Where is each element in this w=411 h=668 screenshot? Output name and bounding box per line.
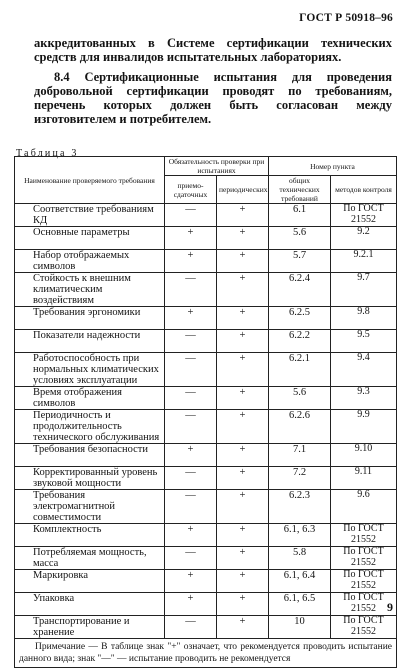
- method-point-cell: По ГОСТ 21552: [331, 570, 397, 593]
- requirement-point-cell: 5.6: [269, 227, 331, 250]
- periodic-cell: +: [217, 444, 269, 467]
- periodic-cell: +: [217, 273, 269, 307]
- requirement-point-cell: 5.6: [269, 387, 331, 410]
- method-point-cell: 9.7: [331, 273, 397, 307]
- requirement-name-cell: Показатели надежности: [15, 330, 165, 353]
- requirement-point-cell: 6.1: [269, 204, 331, 227]
- acceptance-cell: +: [165, 593, 217, 616]
- requirement-name-cell: Требования эргономики: [15, 307, 165, 330]
- requirement-name-cell: Основные параметры: [15, 227, 165, 250]
- requirement-name-cell: Требования электромагнитной совместимости: [15, 490, 165, 524]
- requirement-point-cell: 6.2.1: [269, 353, 331, 387]
- acceptance-cell: +: [165, 307, 217, 330]
- requirement-name-cell: Маркировка: [15, 570, 165, 593]
- acceptance-cell: —: [165, 410, 217, 444]
- method-point-cell: 9.10: [331, 444, 397, 467]
- method-point-cell: 9.6: [331, 490, 397, 524]
- header-general-requirements: общих технических требований: [269, 176, 331, 204]
- requirement-point-cell: 6.2.2: [269, 330, 331, 353]
- page-number: 9: [387, 600, 393, 614]
- table-row: [15, 307, 397, 330]
- requirement-name-cell: Упаковка: [15, 593, 165, 616]
- requirement-point-cell: 6.2.3: [269, 490, 331, 524]
- acceptance-cell: —: [165, 387, 217, 410]
- table-row: [15, 410, 397, 444]
- table-row: [15, 467, 397, 490]
- header-mandatory-check: Обязательность проверки при испытаниях: [165, 157, 269, 176]
- acceptance-cell: +: [165, 570, 217, 593]
- header-periodic: периодических: [217, 176, 269, 204]
- acceptance-cell: —: [165, 273, 217, 307]
- periodic-cell: +: [217, 410, 269, 444]
- requirement-name-cell: Стойкость к внешним климатическим воздействиям: [15, 273, 165, 307]
- periodic-cell: +: [217, 593, 269, 616]
- requirements-table: [14, 156, 397, 668]
- requirement-name-cell: Периодичность и продолжительность технического обслуживания: [15, 410, 165, 444]
- requirement-point-cell: 5.7: [269, 250, 331, 273]
- method-point-cell: По ГОСТ 21552: [331, 524, 397, 547]
- requirement-name-cell: Время отображения символов: [15, 387, 165, 410]
- method-point-cell: 9.8: [331, 307, 397, 330]
- table-row: [15, 250, 397, 273]
- table-row: [15, 387, 397, 410]
- table-row: [15, 353, 397, 387]
- header-acceptance: приемо-сдаточных: [165, 176, 217, 204]
- requirement-name-cell: Потребляемая мощность, масса: [15, 547, 165, 570]
- requirement-name-cell: Транспортирование и хранение: [15, 616, 165, 639]
- requirement-point-cell: 6.2.4: [269, 273, 331, 307]
- method-point-cell: 9.9: [331, 410, 397, 444]
- table-row: [15, 273, 397, 307]
- header-requirement-name: Наименование проверяемого требования: [15, 157, 165, 204]
- method-point-cell: 9.3: [331, 387, 397, 410]
- table-row: [15, 204, 397, 227]
- table-row: [15, 570, 397, 593]
- method-point-cell: 9.2: [331, 227, 397, 250]
- table-row: [15, 444, 397, 467]
- acceptance-cell: —: [165, 490, 217, 524]
- requirement-name-cell: Набор отображаемых символов: [15, 250, 165, 273]
- method-point-cell: 9.4: [331, 353, 397, 387]
- periodic-cell: +: [217, 490, 269, 524]
- requirement-point-cell: 6.2.5: [269, 307, 331, 330]
- method-point-cell: По ГОСТ 21552: [331, 616, 397, 639]
- periodic-cell: +: [217, 547, 269, 570]
- table-row: [15, 227, 397, 250]
- periodic-cell: +: [217, 524, 269, 547]
- table-row: [15, 593, 397, 616]
- header-control-methods: методов контроля: [331, 176, 397, 204]
- periodic-cell: +: [217, 616, 269, 639]
- acceptance-cell: +: [165, 524, 217, 547]
- requirement-name-cell: Комплектность: [15, 524, 165, 547]
- paragraph-continuation: аккредитованных в Системе сертификации технических средств для инвалидов испытательных лабораториях.: [34, 36, 392, 64]
- requirement-name-cell: Корректированный уровень звуковой мощности: [15, 467, 165, 490]
- requirement-point-cell: 7.1: [269, 444, 331, 467]
- periodic-cell: +: [217, 570, 269, 593]
- requirement-point-cell: 6.2.6: [269, 410, 331, 444]
- table-caption: Таблица 3: [16, 148, 79, 159]
- periodic-cell: +: [217, 250, 269, 273]
- table-row: [15, 524, 397, 547]
- acceptance-cell: +: [165, 250, 217, 273]
- periodic-cell: +: [217, 387, 269, 410]
- table-row: [15, 616, 397, 639]
- requirement-point-cell: 7.2: [269, 467, 331, 490]
- table-row: [15, 547, 397, 570]
- paragraph-8-4: 8.4 Сертификационные испытания для проведения добровольной сертификации проводят по требованиям, перечень которых должен быть согласован между изготовителем и потребителем.: [34, 70, 392, 126]
- acceptance-cell: —: [165, 353, 217, 387]
- requirement-name-cell: Требования безопасности: [15, 444, 165, 467]
- table-row: [15, 330, 397, 353]
- periodic-cell: +: [217, 330, 269, 353]
- acceptance-cell: —: [165, 467, 217, 490]
- requirement-point-cell: 10: [269, 616, 331, 639]
- acceptance-cell: —: [165, 330, 217, 353]
- acceptance-cell: +: [165, 227, 217, 250]
- method-point-cell: По ГОСТ 21552: [331, 547, 397, 570]
- periodic-cell: +: [217, 353, 269, 387]
- requirement-name-cell: Соответствие требованиям КД: [15, 204, 165, 227]
- periodic-cell: +: [217, 467, 269, 490]
- acceptance-cell: —: [165, 547, 217, 570]
- table-note: Примечание — В таблице знак "+" означает, что рекомендуется проводить испытание данного вида; знак "—" — испытание проводить не рекомендуется: [15, 639, 397, 668]
- periodic-cell: +: [217, 204, 269, 227]
- table-row: [15, 490, 397, 524]
- header-point-number: Номер пункта: [269, 157, 397, 176]
- requirement-point-cell: 5.8: [269, 547, 331, 570]
- requirement-point-cell: 6.1, 6.5: [269, 593, 331, 616]
- requirement-point-cell: 6.1, 6.4: [269, 570, 331, 593]
- document-header: ГОСТ Р 50918–96: [299, 12, 393, 24]
- requirement-point-cell: 6.1, 6.3: [269, 524, 331, 547]
- method-point-cell: 9.5: [331, 330, 397, 353]
- acceptance-cell: —: [165, 204, 217, 227]
- method-point-cell: По ГОСТ 21552: [331, 593, 397, 616]
- requirement-name-cell: Работоспособность при нормальных климатических условиях эксплуатации: [15, 353, 165, 387]
- acceptance-cell: +: [165, 444, 217, 467]
- acceptance-cell: —: [165, 616, 217, 639]
- periodic-cell: +: [217, 227, 269, 250]
- method-point-cell: По ГОСТ 21552: [331, 204, 397, 227]
- periodic-cell: +: [217, 307, 269, 330]
- method-point-cell: 9.2.1: [331, 250, 397, 273]
- method-point-cell: 9.11: [331, 467, 397, 490]
